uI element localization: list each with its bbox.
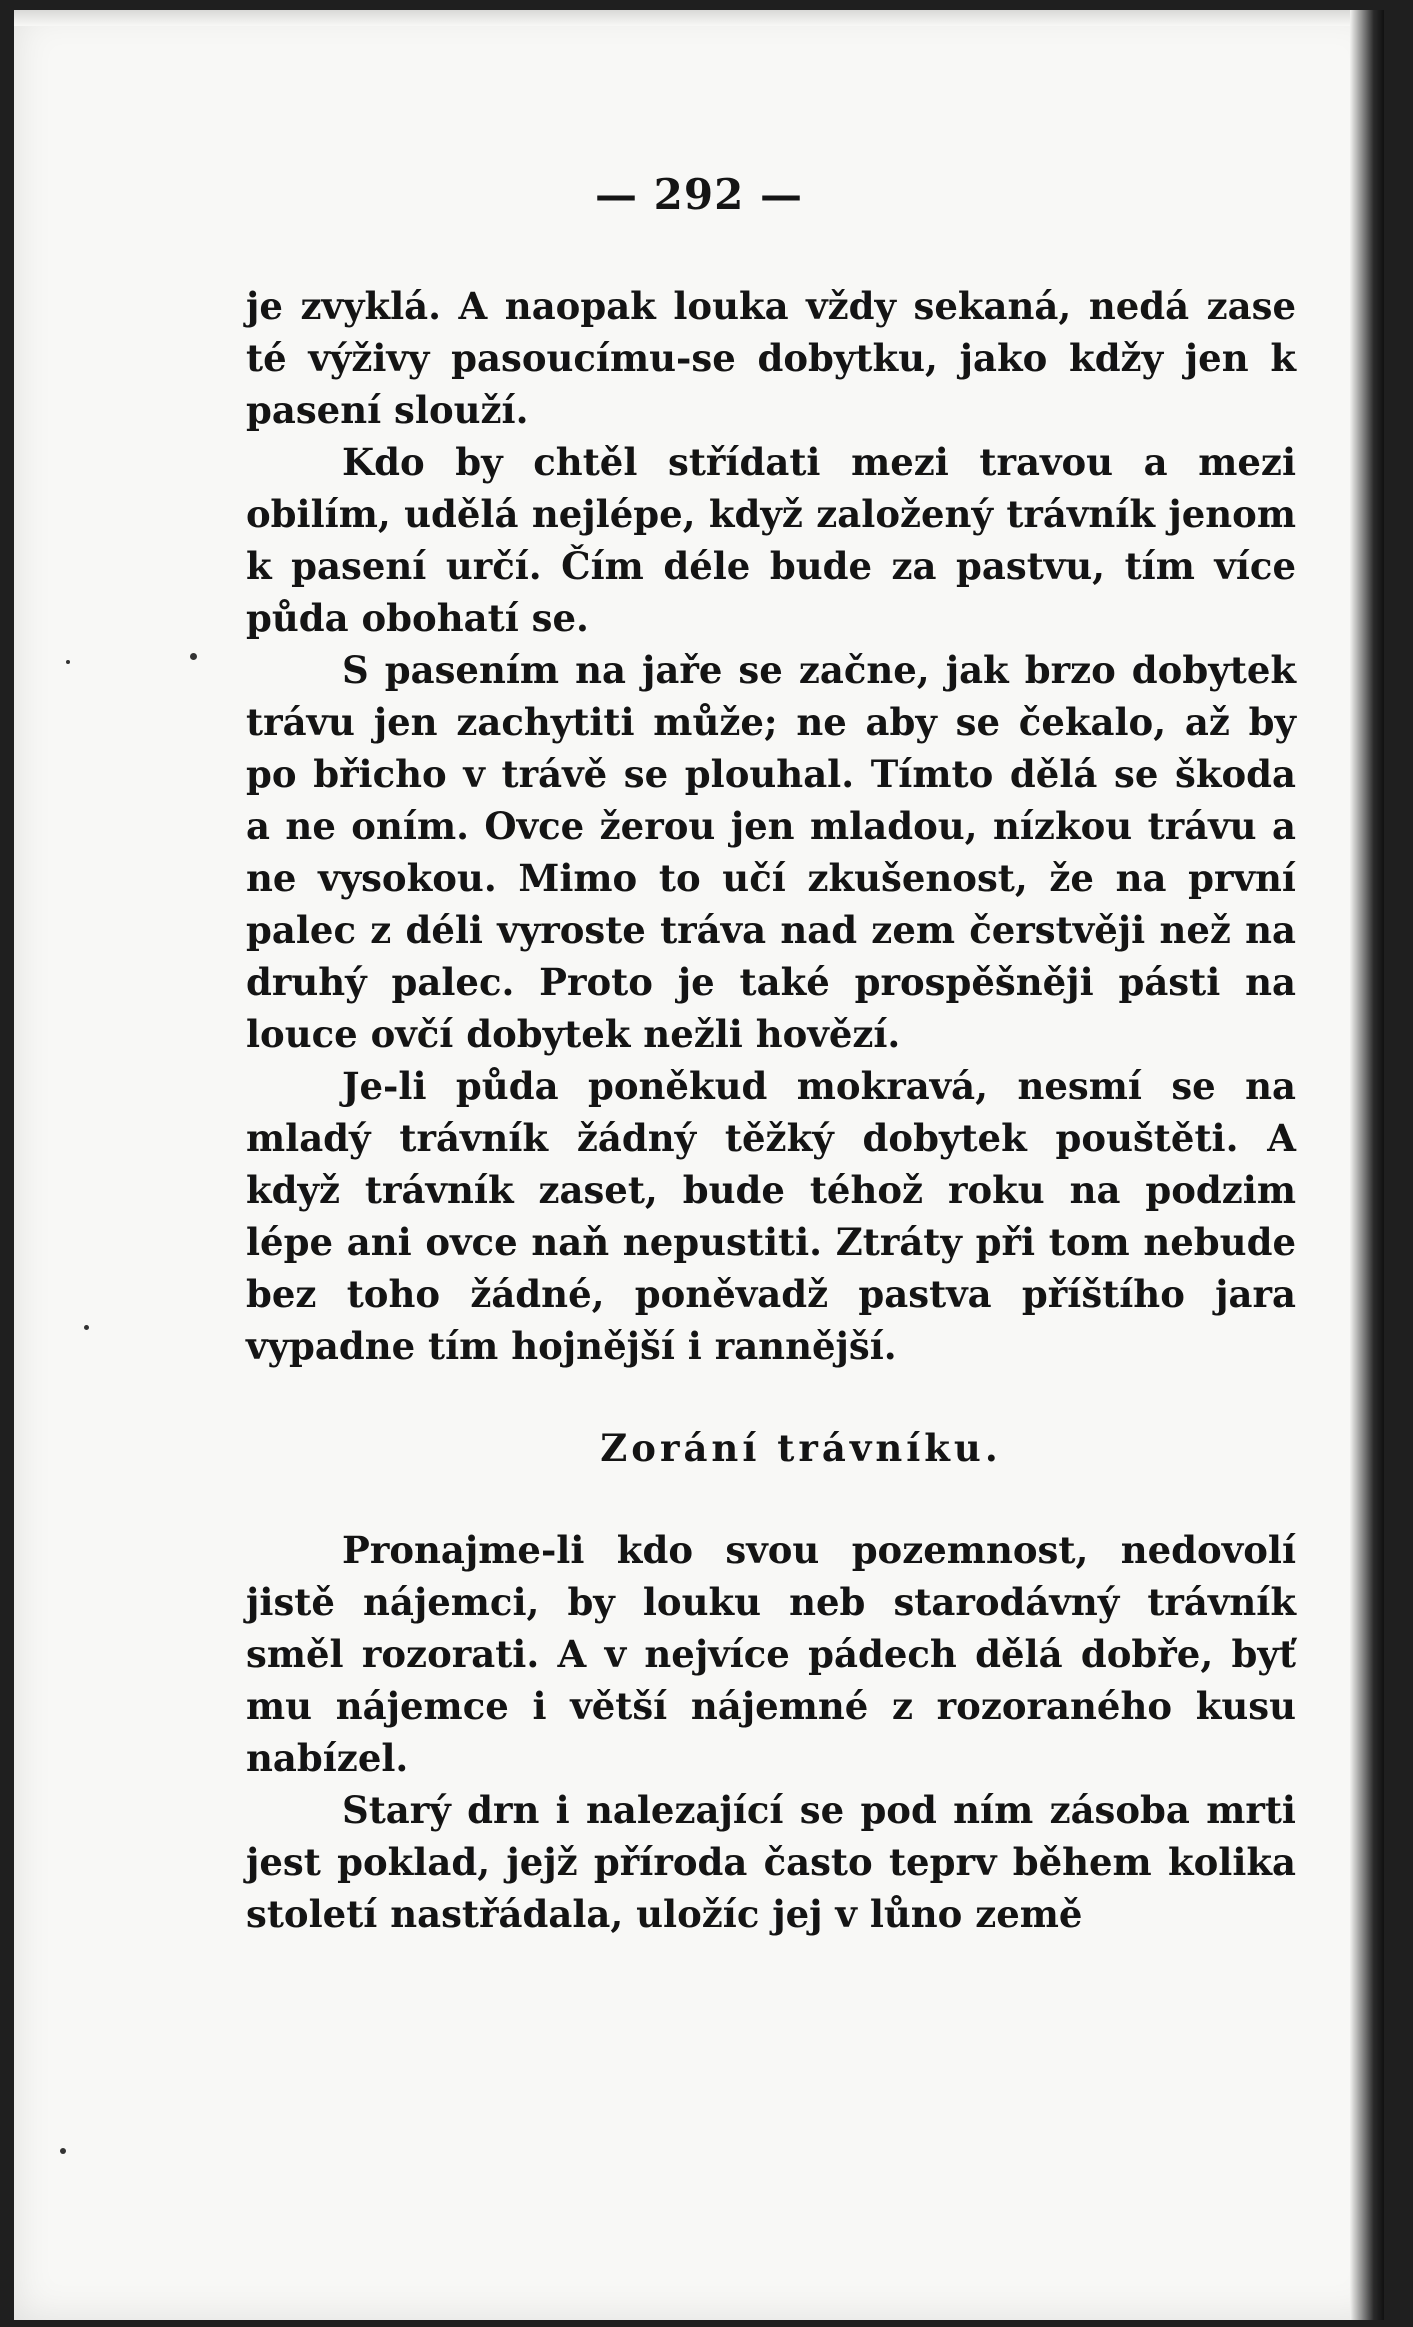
section-heading: Zorání trávníku. bbox=[600, 1426, 1002, 1470]
ink-speck bbox=[60, 2148, 66, 2154]
book-page bbox=[14, 10, 1384, 2320]
page-top-edge bbox=[14, 10, 1384, 26]
body-text bbox=[246, 280, 1296, 1940]
ink-speck bbox=[66, 660, 70, 664]
paragraph-4: Je-li půda poněkud mokravá, nesmí se na mladý trávník žádný těžký dobytek pouštěti. A když trávník zaset, bude téhož roku na podzim lépe ani ovce naň nepustiti. Ztráty při tom nebude bez toho žádné, poněvadž pastva příštího jara vypadne tím hojnější i rannější. bbox=[246, 1064, 1296, 1368]
paragraph-2: Kdo by chtěl střídati mezi travou a mezi obilím, udělá nejlépe, když založený trávník jenom k pasení určí. Čím déle bude za pastvu, tím více půda obohatí se. bbox=[246, 440, 1296, 640]
page-number: — 292 — bbox=[595, 170, 803, 219]
ink-speck bbox=[84, 1325, 89, 1330]
paragraph-5: Pronajme-li kdo svou pozemnost, nedovolí jistě nájemci, by louku neb starodávný trávník směl rozorati. A v nejvíce pádech dělá dobře, byť mu nájemce i větší nájemné z rozoraného kusu nabízel. bbox=[246, 1528, 1296, 1780]
ink-speck bbox=[190, 653, 197, 660]
page-binding-edge bbox=[1350, 10, 1384, 2320]
paragraph-6: Starý drn i nalezající se pod ním zásoba mrti jest poklad, jejž příroda často teprv během kolika století nastřádala, uložíc jej v lůno země bbox=[246, 1788, 1296, 1936]
paragraph-1: je zvyklá. A naopak louka vždy sekaná, nedá zase té výživy pasoucímu-se dobytku, jako kdžy jen k pasení slouží. bbox=[246, 284, 1296, 432]
paragraph-3: S pasením na jaře se začne, jak brzo dobytek trávu jen zachytiti může; ne aby se čekalo, až by po břicho v trávě se plouhal. Tímto dělá se škoda a ne oním. Ovce žerou jen mladou, nízkou trávu a ne vysokou. Mimo to učí zkušenost, že na první palec z déli vyroste tráva nad zem čerstvěji než na druhý palec. Proto je také prospěšněji pásti na louce ovčí dobytek nežli hovězí. bbox=[246, 648, 1296, 1056]
